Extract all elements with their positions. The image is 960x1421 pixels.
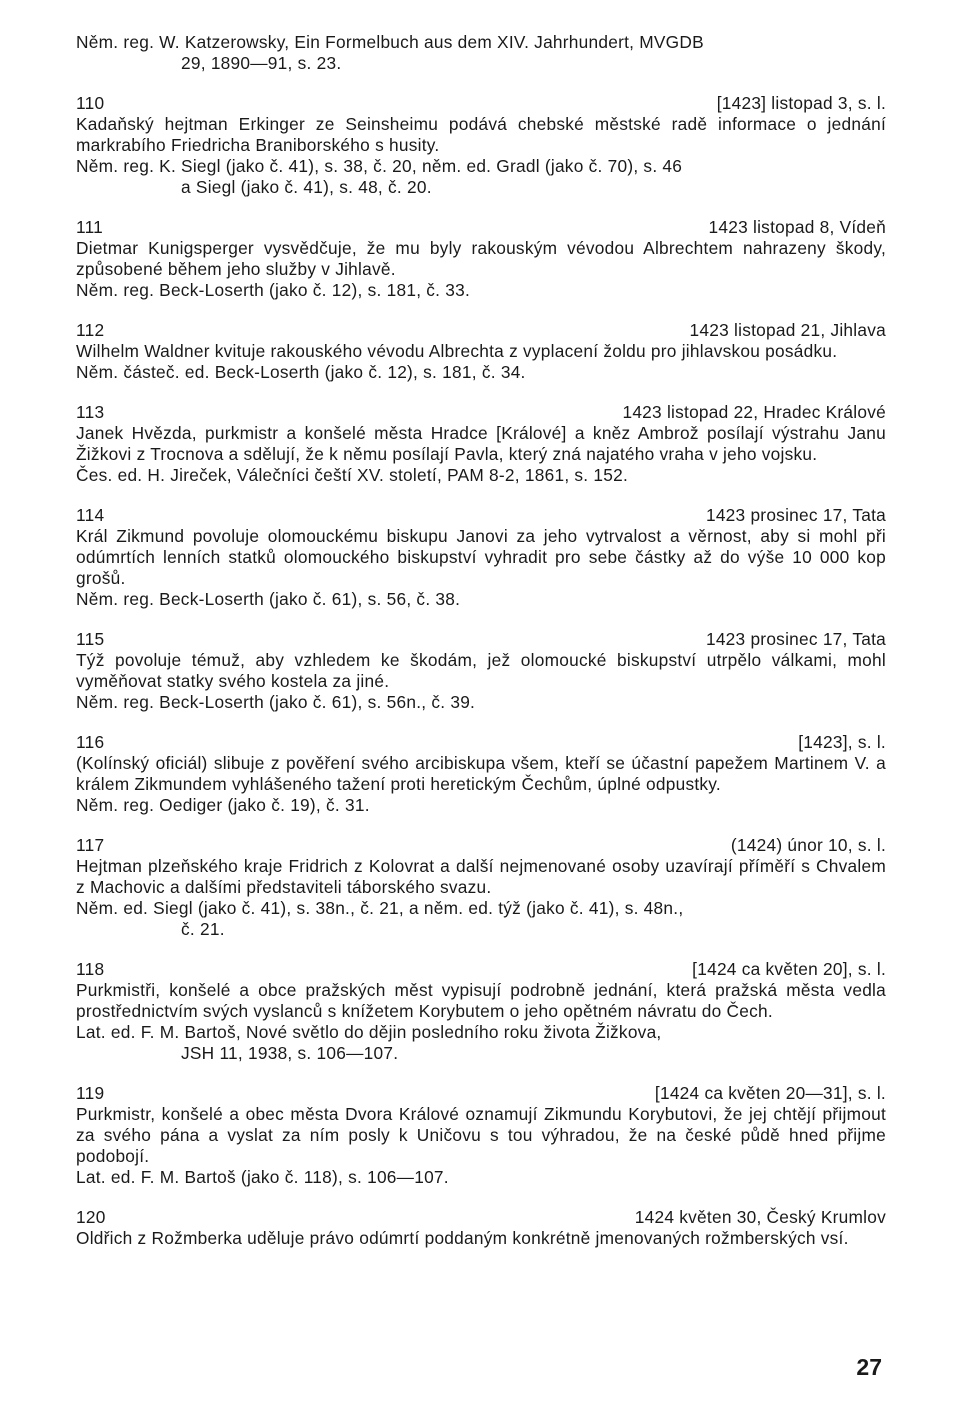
entry-date: 1423 listopad 22, Hradec Králové [622,402,886,422]
entry-source: Něm. ed. Siegl (jako č. 41), s. 38n., č. 21, a něm. ed. týž (jako č. 41), s. 48n., [76,898,684,918]
entry-regest: Dietmar Kunigsperger vysvědčuje, že mu byly rakouským vévodou Albrechtem nahrazeny škody, způsobené během jeho služby v Jihlavě. [76,238,886,279]
entry-source: Čes. ed. H. Jireček, Válečníci čeští XV. století, PAM 8-2, 1861, s. 152. [76,465,629,485]
entry-regest: Wilhelm Waldner kvituje rakouského vévodu Albrechta z vyplacení žoldu pro jihlavskou posádku. [76,341,838,361]
entry-source: Něm. reg. Beck-Loserth (jako č. 61), s. 56n., č. 39. [76,692,476,712]
entry-header [76,732,886,753]
entry-header [76,835,886,856]
entry-regest: Janek Hvězda, purkmistr a konšelé města Hradce [Králové] a kněz Ambrož posílají výstrahu Janu Žižkovi z Trocnova a sdělují, že k němu posílají Pavla, který zná najatého vraha v jeho vojsku. [76,423,886,464]
entry-date: 1423 prosinec 17, Tata [705,505,886,525]
entry-regest: Purkmistři, konšelé a obce pražských měst vypisují podrobně jednání, která pražská města vedla prostřednictvím svých vyslanců s knížetem Korybutem o jeho opětném návratu do Čech. [76,980,886,1021]
entry-header [76,1083,886,1104]
entry-date: 1424 květen 30, Český Krumlov [634,1207,886,1227]
entry-regest: Týž povoluje témuž, aby vzhledem ke škodám, jež olomoucké biskupství utrpělo válkami, mohl vyměňovat statky svého kostela za jiné. [76,650,886,691]
entry-source: Něm. částeč. ed. Beck-Loserth (jako č. 12), s. 181, č. 34. [76,362,526,382]
regest-entry [76,732,886,816]
regest-entry [76,959,886,1064]
entry-number: 120 [76,1207,106,1227]
entry-number: 110 [76,93,105,113]
entry-source-cont: JSH 11, 1938, s. 106—107. [181,1043,399,1063]
entry-regest: Purkmistr, konšelé a obec města Dvora Králové oznamují Zikmundu Korybutovi, že jej chtějí přijmout za svého pána a vyslat za ním posly k Uničovu s tou výhradou, že na české půdě hned přijme podobojí. [76,1104,886,1166]
regest-entry [76,1083,886,1188]
regest-entry [76,505,886,610]
regest-entry [76,217,886,301]
entry-number: 118 [76,959,105,979]
regest-entry [76,629,886,713]
entry-number: 116 [76,732,105,752]
entry-header [76,217,886,238]
entry-date: 1423 prosinec 17, Tata [705,629,886,649]
entry-source: Lat. ed. F. M. Bartoš, Nové světlo do dějin posledního roku života Žižkova, [76,1022,662,1042]
regest-entry [76,835,886,940]
regest-entry [76,1207,886,1249]
regest-entry [76,402,886,486]
entry-header [76,959,886,980]
entry-date: [1424 ca květen 20—31], s. l. [654,1083,886,1103]
entry-header [76,505,886,526]
entry-date: 1423 listopad 8, Vídeň [708,217,886,237]
entry-regest: Oldřich z Rožmberka uděluje právo odúmrtí poddaným konkrétně jmenovaných rožmberských vsí. [76,1228,849,1248]
entry-number: 117 [76,835,105,855]
entry-number: 115 [76,629,105,649]
entry-date: 1423 listopad 21, Jihlava [689,320,886,340]
top-note-line: Něm. reg. W. Katzerowsky, Ein Formelbuch aus dem XIV. Jahrhundert, MVGDB [76,32,704,52]
entry-date: (1424) únor 10, s. l. [730,835,886,855]
entry-header [76,629,886,650]
top-note [76,32,886,74]
regest-entry [76,93,886,198]
entry-regest: Hejtman plzeňského kraje Fridrich z Kolovrat a další nejmenované osoby uzavírají příměří s Chvalem z Machovic a dalšími představiteli táborského svazu. [76,856,886,897]
entry-header [76,320,886,341]
entry-regest: Kadaňský hejtman Erkinger ze Seinsheimu podává chebské městské radě informace o jednání markrabího Friedricha Braniborského s husity. [76,114,886,155]
entry-source: Něm. reg. Beck-Loserth (jako č. 61), s. 56, č. 38. [76,589,461,609]
entry-source-cont: č. 21. [181,919,225,939]
entry-source-cont: a Siegl (jako č. 41), s. 48, č. 20. [181,177,432,197]
entry-source: Něm. reg. K. Siegl (jako č. 41), s. 38, č. 20, něm. ed. Gradl (jako č. 70), s. 46 [76,156,683,176]
document-page [76,32,886,1249]
regest-entry [76,320,886,383]
entry-number: 114 [76,505,105,525]
entry-header [76,93,886,114]
entry-regest: Král Zikmund povoluje olomouckému biskupu Janovi za jeho vytrvalost a věrnost, aby si mohl při odúmrtích lenních statků olomouckého biskupství vyhradit pro sebe částky až do výše 10 000 kop grošů. [76,526,886,588]
page-number: 27 [856,1354,882,1380]
entry-number: 112 [76,320,105,340]
entry-source: Lat. ed. F. M. Bartoš (jako č. 118), s. 106—107. [76,1167,449,1187]
entry-number: 119 [76,1083,105,1103]
entry-regest: (Kolínský oficiál) slibuje z pověření svého arcibiskupa všem, kteří se účastní papežem Martinem V. a králem Zikmundem vyhlášeného tažení proti heretickým Čechům, úplné odpustky. [76,753,886,794]
top-note-line-cont: 29, 1890—91, s. 23. [181,53,342,73]
entry-number: 113 [76,402,105,422]
entry-date: [1423] listopad 3, s. l. [716,93,886,113]
entry-header [76,1207,886,1228]
entry-number: 111 [76,217,104,237]
entry-date: [1424 ca květen 20], s. l. [692,959,886,979]
entry-source: Něm. reg. Oediger (jako č. 19), č. 31. [76,795,370,815]
regest-entries [76,93,886,1249]
entry-source: Něm. reg. Beck-Loserth (jako č. 12), s. 181, č. 33. [76,280,471,300]
entry-date: [1423], s. l. [798,732,886,752]
entry-header [76,402,886,423]
